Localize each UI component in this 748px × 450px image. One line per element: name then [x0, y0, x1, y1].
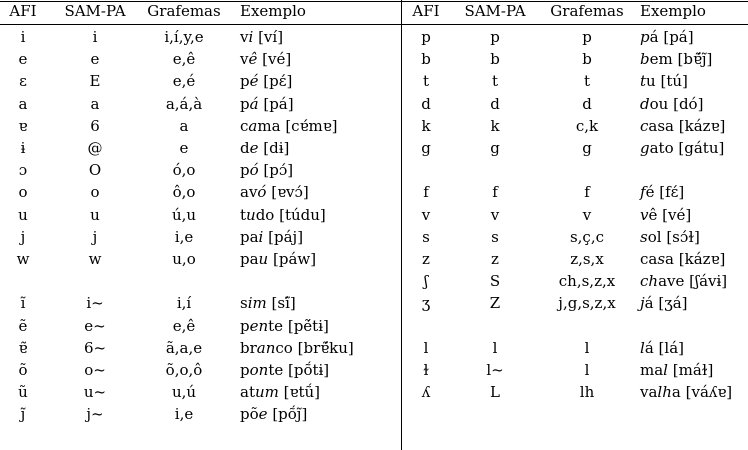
example-highlight: t	[640, 72, 647, 91]
example-prefix: at	[240, 383, 255, 402]
afi-symbol: f	[423, 183, 429, 202]
example-suffix: em	[649, 50, 673, 69]
afi-symbol: b	[421, 50, 431, 69]
example-prefix: t	[240, 205, 247, 224]
example-highlight: c	[640, 116, 649, 135]
sampa-symbol: O	[88, 161, 102, 180]
afi-symbol: z	[422, 250, 430, 268]
example-prefix: põ	[240, 405, 259, 424]
grapheme-list: ô,o	[172, 183, 196, 202]
ipa-transcription: [ɐtṹ]	[283, 383, 320, 402]
ipa-transcription: [máɫ]	[672, 361, 714, 379]
example-highlight: e	[258, 405, 268, 424]
ipa-transcription: [ɐvɔ́]	[271, 183, 309, 202]
sampa-symbol: e~	[84, 316, 106, 335]
sampa-symbol: u~	[83, 383, 107, 402]
afi-symbol: ĩ	[20, 294, 26, 313]
sampa-symbol: u	[90, 205, 100, 224]
afi-symbol: v	[421, 205, 431, 224]
sampa-symbol: j	[92, 227, 98, 246]
table-row	[402, 359, 748, 382]
sampa-symbol: s	[491, 227, 499, 246]
afi-symbol: p	[421, 28, 431, 46]
sampa-symbol: d	[490, 94, 500, 113]
table-row	[0, 204, 400, 227]
example-highlight: j	[640, 294, 645, 313]
afi-symbol: u	[18, 205, 28, 224]
ipa-transcription: [tú]	[660, 72, 688, 91]
sampa-symbol: i	[92, 28, 98, 46]
grapheme-list: i,í,y,e	[164, 28, 204, 46]
grapheme-list: u,o	[172, 250, 196, 268]
grapheme-list: p	[582, 28, 592, 46]
example-suffix: á	[649, 28, 659, 46]
example-prefix: v	[240, 28, 249, 46]
afi-symbol: ɔ	[18, 161, 28, 180]
example-highlight: g	[640, 139, 650, 157]
afi-symbol: ʎ	[421, 383, 431, 402]
example-word	[640, 70, 748, 93]
example-highlight: p	[640, 28, 650, 46]
table-header-row	[0, 0, 400, 23]
example-highlight: u	[246, 205, 256, 224]
afi-symbol: s	[422, 227, 430, 246]
ipa-transcription: [pẽ́tɨ]	[287, 316, 329, 335]
example-suffix: a	[671, 383, 681, 402]
table-row	[402, 226, 748, 249]
sampa-symbol: w	[88, 250, 102, 268]
table-row	[0, 315, 400, 338]
example-word	[640, 48, 748, 71]
table-row	[402, 159, 748, 182]
example-suffix: te	[268, 316, 284, 335]
table-row	[402, 181, 748, 204]
example-word	[240, 226, 400, 249]
example-suffix: ato	[649, 139, 674, 157]
afi-symbol: o	[18, 183, 28, 202]
ipa-transcription: [kázɐ]	[678, 250, 726, 268]
sampa-symbol: 6~	[83, 338, 107, 357]
table-header-row	[402, 0, 748, 23]
example-highlight: e	[249, 139, 259, 157]
ipa-transcription: [sɔ́ɫ]	[666, 227, 700, 246]
example-word	[240, 359, 400, 382]
example-highlight: lh	[657, 383, 672, 402]
example-word	[640, 248, 748, 271]
example-word	[640, 115, 748, 138]
example-word	[640, 292, 748, 315]
grapheme-list: b	[582, 50, 592, 69]
afi-symbol: j	[20, 227, 26, 246]
column-header: AFI	[9, 2, 37, 20]
example-prefix: p	[240, 72, 250, 91]
table-row	[0, 226, 400, 249]
afi-symbol: l	[423, 338, 429, 357]
grapheme-list: e,é	[172, 72, 196, 91]
example-suffix: ma	[257, 116, 281, 135]
sampa-symbol: p	[490, 28, 500, 46]
example-highlight: on	[249, 361, 269, 379]
sampa-symbol: o	[90, 183, 100, 202]
afi-symbol: e	[18, 50, 28, 69]
example-word	[640, 204, 748, 227]
table-row	[0, 137, 400, 160]
grapheme-list: ó,o	[172, 161, 196, 180]
example-prefix: d	[240, 139, 250, 157]
example-word	[240, 115, 400, 138]
grapheme-list: i,í	[176, 294, 192, 313]
example-word	[240, 381, 400, 404]
sampa-symbol: v	[490, 205, 500, 224]
example-word	[240, 48, 400, 71]
example-suffix: á	[644, 338, 654, 357]
example-word	[240, 292, 400, 315]
example-prefix: br	[240, 338, 257, 357]
afi-symbol: ɛ	[19, 72, 27, 91]
table-row	[402, 115, 748, 138]
column-header: AFI	[412, 2, 440, 20]
example-word	[240, 181, 400, 204]
example-prefix: s	[240, 294, 248, 313]
ipa-transcription: [váʎɐ]	[685, 383, 733, 402]
sampa-symbol: z	[491, 250, 499, 268]
example-highlight: é	[249, 72, 259, 91]
example-prefix: pa	[240, 227, 259, 246]
example-highlight: im	[247, 294, 267, 313]
example-prefix: v	[240, 50, 249, 69]
grapheme-list: u,ú	[171, 383, 197, 402]
grapheme-list: j,g,s,z,x	[558, 294, 616, 313]
table-row	[0, 159, 400, 182]
ipa-transcription: [vé]	[662, 205, 692, 224]
ipa-transcription: [ʃávɨ]	[689, 272, 728, 291]
grapheme-list: e,ê	[172, 316, 196, 335]
example-suffix: do	[255, 205, 275, 224]
header-rule	[0, 24, 748, 25]
example-highlight: ó	[257, 183, 267, 202]
grapheme-list: a	[179, 116, 189, 135]
example-word	[240, 403, 400, 426]
example-word	[640, 359, 748, 382]
table-row	[0, 403, 400, 426]
table-row	[402, 137, 748, 160]
example-prefix: p	[240, 94, 250, 113]
afi-symbol: ʃ	[423, 272, 429, 291]
afi-symbol: t	[422, 72, 430, 91]
table-row	[402, 292, 748, 315]
sampa-symbol: f	[492, 183, 498, 202]
example-highlight: a	[248, 116, 258, 135]
example-word	[240, 26, 400, 49]
afi-symbol: ẽ	[18, 316, 28, 335]
grapheme-list: l	[584, 361, 590, 379]
grapheme-list: a,á,à	[165, 94, 203, 113]
example-word	[240, 204, 400, 227]
example-suffix: asa	[648, 116, 674, 135]
sampa-symbol: o~	[84, 361, 106, 379]
example-prefix: ca	[640, 250, 658, 268]
example-word	[240, 93, 400, 116]
ipa-transcription: [fɛ́]	[659, 183, 685, 202]
column-header: Exemplo	[640, 2, 706, 20]
sampa-symbol: t	[491, 72, 499, 91]
table-row	[402, 26, 748, 49]
example-suffix: co	[275, 338, 293, 357]
sampa-symbol: l~	[486, 361, 504, 379]
afi-symbol: ɐ̃	[18, 338, 28, 357]
example-word	[240, 137, 400, 160]
sampa-symbol: @	[87, 139, 103, 157]
example-word	[240, 315, 400, 338]
afi-symbol: g	[421, 139, 431, 157]
afi-symbol: ũ	[18, 383, 28, 402]
table-row	[0, 270, 400, 293]
table-row	[0, 26, 400, 49]
example-word	[640, 381, 748, 404]
grapheme-list: l	[584, 338, 590, 357]
grapheme-list: i,e	[174, 227, 194, 246]
example-word	[640, 26, 748, 49]
example-word	[240, 248, 400, 271]
example-suffix: ave	[658, 272, 685, 291]
grapheme-list: s,ç,c	[569, 227, 605, 246]
table-row	[0, 337, 400, 360]
afi-symbol: ʒ	[421, 294, 431, 313]
table-row	[0, 181, 400, 204]
example-prefix: p	[240, 316, 250, 335]
sampa-symbol: j~	[86, 405, 104, 424]
example-suffix: ol	[647, 227, 662, 246]
table-row	[0, 359, 400, 382]
grapheme-list: e	[179, 139, 189, 157]
table-row	[402, 270, 748, 293]
grapheme-list: f	[584, 183, 590, 202]
ipa-transcription: [cɐ́mɐ]	[285, 116, 338, 135]
table-row	[402, 315, 748, 338]
example-highlight: á	[249, 94, 259, 113]
example-suffix: é	[645, 183, 655, 202]
ipa-transcription: [bɐ̃́j̃]	[677, 50, 713, 69]
sampa-symbol: e	[90, 50, 100, 69]
afi-symbol: d	[421, 94, 431, 113]
example-suffix: ê	[648, 205, 658, 224]
ipa-transcription: [pɛ́]	[263, 72, 293, 91]
grapheme-list: g	[582, 139, 592, 157]
example-highlight: um	[254, 383, 279, 402]
column-header: SAM-PA	[64, 2, 126, 20]
example-suffix: ou	[649, 94, 669, 113]
table-row	[402, 204, 748, 227]
table-row	[0, 381, 400, 404]
column-header: Grafemas	[147, 2, 221, 20]
grapheme-list: ch,s,z,x	[558, 272, 616, 291]
example-word	[240, 159, 400, 182]
sampa-symbol: S	[489, 272, 501, 291]
example-highlight: en	[249, 316, 269, 335]
example-highlight: ó	[249, 161, 259, 180]
ipa-transcription: [pṍtɨ]	[288, 361, 330, 379]
sampa-symbol: b	[490, 50, 500, 69]
sampa-symbol: g	[490, 139, 500, 157]
afi-symbol: k	[421, 116, 431, 135]
sampa-symbol: a	[90, 94, 100, 113]
grapheme-list: c,k	[575, 116, 599, 135]
table-row	[0, 292, 400, 315]
sampa-symbol: l	[492, 338, 498, 357]
example-highlight: l	[640, 338, 645, 357]
ipa-transcription: [pá]	[663, 28, 694, 46]
afi-symbol: a	[18, 94, 28, 113]
example-highlight: f	[640, 183, 646, 202]
grapheme-list: z,s,x	[570, 250, 604, 268]
example-word	[640, 270, 748, 293]
grapheme-list: e,ê	[172, 50, 196, 69]
example-prefix: av	[240, 183, 258, 202]
grapheme-list: d	[582, 94, 592, 113]
example-prefix: p	[240, 361, 250, 379]
example-prefix: ma	[640, 361, 664, 379]
example-highlight: u	[258, 250, 269, 268]
example-highlight: ch	[640, 272, 659, 291]
example-highlight: d	[640, 94, 650, 113]
example-highlight: i	[258, 227, 264, 246]
example-word	[640, 181, 748, 204]
example-word	[640, 137, 748, 160]
ipa-transcription: [dɨ]	[263, 139, 290, 157]
example-suffix: á	[644, 294, 654, 313]
example-prefix: p	[240, 161, 250, 180]
sampa-symbol: E	[89, 72, 101, 91]
ipa-transcription: [brɐ̃́ku]	[297, 338, 354, 357]
grapheme-list: lh	[579, 383, 595, 402]
example-word	[640, 93, 748, 116]
grapheme-list: t	[583, 72, 591, 91]
afi-symbol: j̃	[20, 405, 26, 424]
table-row	[402, 48, 748, 71]
grapheme-list: ã,a,e	[165, 338, 203, 357]
example-highlight: v	[640, 205, 649, 224]
ipa-transcription: [sĩ́]	[271, 294, 296, 313]
example-suffix: te	[268, 361, 284, 379]
example-prefix: c	[240, 116, 249, 135]
afi-symbol: w	[16, 250, 30, 268]
grapheme-list: õ,o,ô	[165, 361, 203, 379]
ipa-transcription: [páj]	[268, 227, 304, 246]
ipa-transcription: [páw]	[273, 250, 317, 268]
afi-symbol: ɐ	[18, 116, 28, 135]
table-row	[0, 70, 400, 93]
example-suffix: a	[665, 250, 674, 268]
example-highlight: ê	[248, 50, 258, 69]
example-prefix: va	[640, 383, 658, 402]
table-row	[402, 337, 748, 360]
table-row	[402, 248, 748, 271]
ipa-transcription: [pṍj̃]	[272, 405, 308, 424]
ipa-transcription: [vé]	[262, 50, 292, 69]
ipa-transcription: [gátu]	[678, 139, 725, 157]
table-row	[0, 248, 400, 271]
column-header: Grafemas	[550, 2, 624, 20]
afi-symbol: õ	[18, 361, 28, 379]
sampa-symbol: k	[490, 116, 500, 135]
afi-symbol: i	[20, 28, 26, 46]
table-row	[402, 381, 748, 404]
ipa-transcription: [kázɐ]	[678, 116, 726, 135]
sampa-symbol: Z	[489, 294, 501, 313]
example-word	[640, 337, 748, 360]
example-word	[640, 226, 748, 249]
example-highlight: s	[657, 250, 666, 268]
example-highlight: l	[663, 361, 668, 379]
afi-symbol: ɨ	[20, 139, 26, 157]
column-header: Exemplo	[240, 2, 306, 20]
ipa-transcription: [dó]	[673, 94, 704, 113]
table-row	[0, 48, 400, 71]
table-row	[0, 115, 400, 138]
example-highlight: s	[640, 227, 648, 246]
table-row	[402, 93, 748, 116]
ipa-transcription: [pɔ́]	[263, 161, 294, 180]
sampa-symbol: L	[490, 383, 500, 402]
column-header: SAM-PA	[464, 2, 526, 20]
grapheme-list: v	[582, 205, 592, 224]
sampa-symbol: i~	[86, 294, 104, 313]
example-suffix: u	[646, 72, 656, 91]
grapheme-list: ú,u	[171, 205, 197, 224]
ipa-transcription: [lá]	[658, 338, 684, 357]
example-highlight: i	[248, 28, 254, 46]
example-word	[240, 70, 400, 93]
ipa-transcription: [ví]	[258, 28, 284, 46]
ipa-transcription: [ʒá]	[658, 294, 688, 313]
afi-symbol: ɫ	[423, 361, 429, 379]
ipa-transcription: [pá]	[263, 94, 294, 113]
example-highlight: b	[640, 50, 650, 69]
table-row	[402, 70, 748, 93]
example-word	[240, 337, 400, 360]
example-highlight: an	[256, 338, 276, 357]
ipa-transcription: [túdu]	[279, 205, 326, 224]
table-row	[0, 93, 400, 116]
grapheme-list: i,e	[174, 405, 194, 424]
sampa-symbol: 6	[90, 116, 100, 135]
example-prefix: pa	[240, 250, 259, 268]
